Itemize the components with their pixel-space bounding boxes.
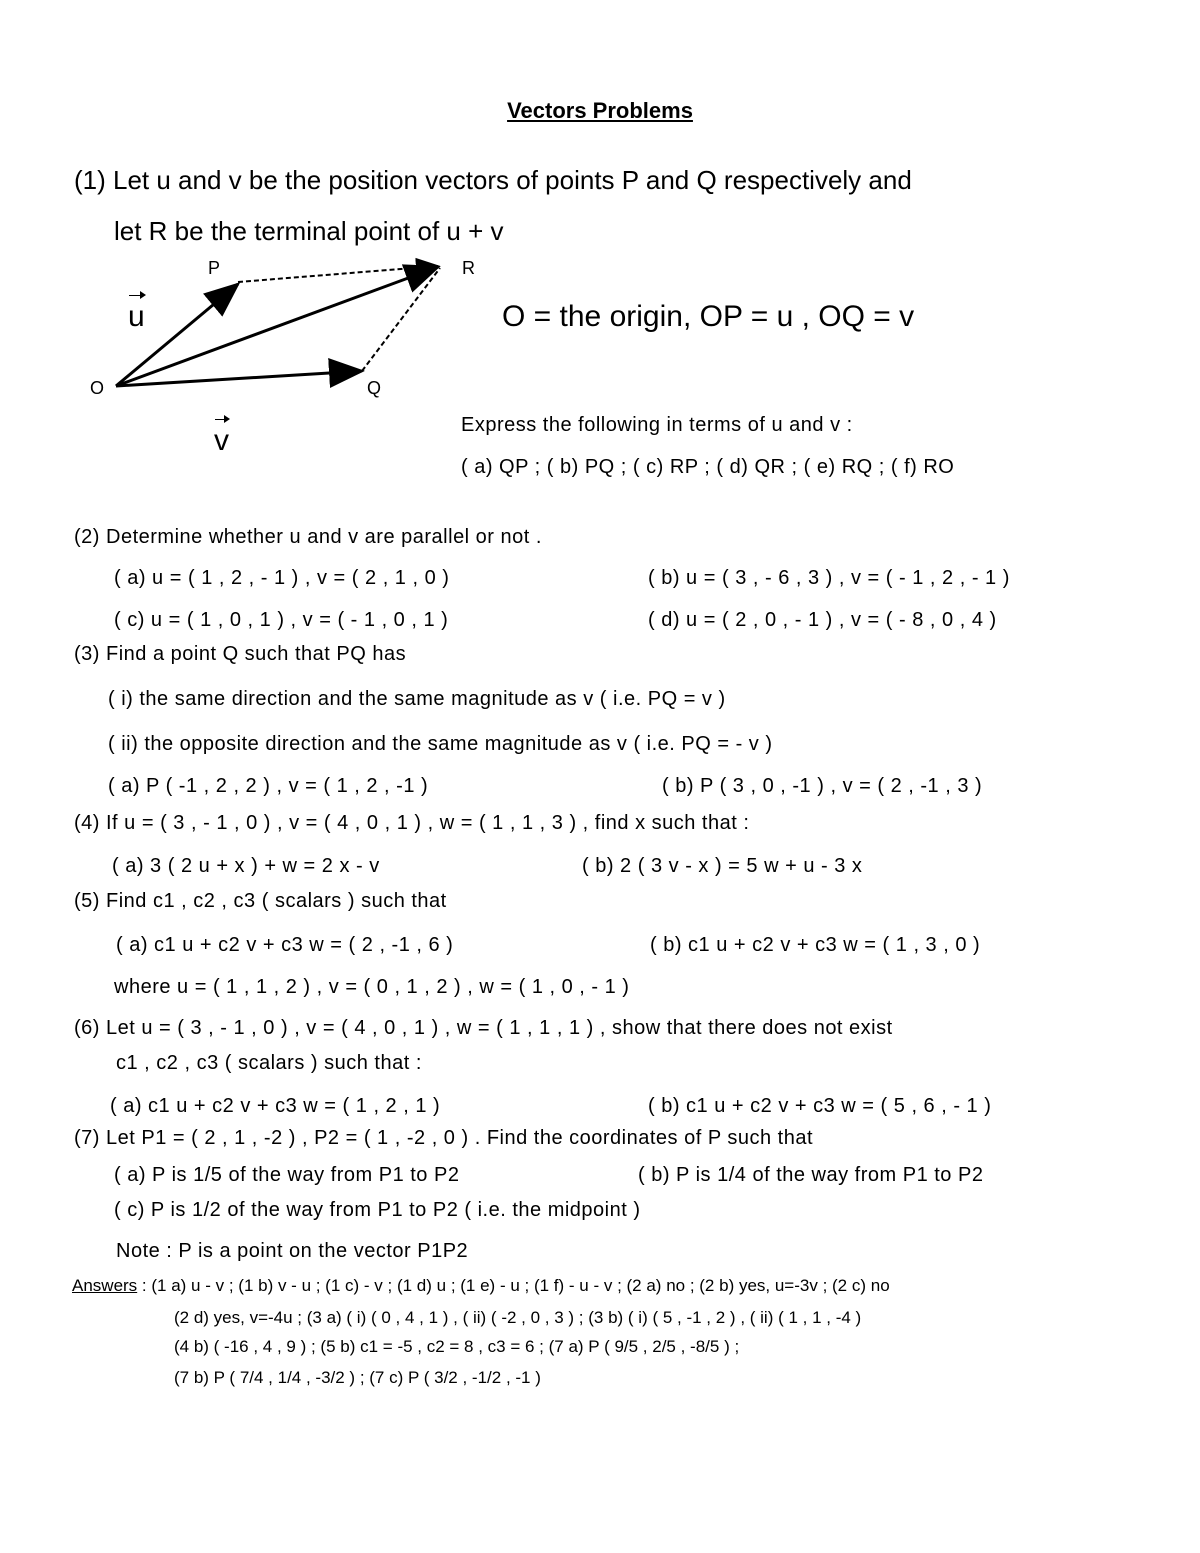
answers-l1-text: : (1 a) u - v ; (1 b) v - u ; (1 c) - v ; (1 d) u ; (1 e) - u ; (1 f) - u - v ; (2 a) no ; (2 b) yes, u=-3v ; (2 c) no: [141, 1276, 890, 1295]
problem-2c: ( c) u = ( 1 , 0 , 1 ) , v = ( - 1 , 0 , 1 ): [114, 609, 449, 631]
point-q-label: Q: [367, 378, 382, 398]
problem-5a: ( a) c1 u + c2 v + c3 w = ( 2 , -1 , 6 ): [116, 934, 454, 956]
problem-3a: ( a) P ( -1 , 2 , 2 ) , v = ( 1 , 2 , -1 ): [108, 775, 429, 797]
problem-4b: ( b) 2 ( 3 v - x ) = 5 w + u - 3 x: [582, 855, 863, 877]
problem-2-head: (2) Determine whether u and v are parallel or not .: [74, 526, 542, 548]
point-r-label: R: [462, 258, 475, 278]
problem-6-line-2: c1 , c2 , c3 ( scalars ) such that :: [116, 1052, 422, 1074]
problem-4-head: (4) If u = ( 3 , - 1 , 0 ) , v = ( 4 , 0 , 1 ) , w = ( 1 , 1 , 3 ) , find x such that :: [74, 812, 750, 834]
problem-7c: ( c) P is 1/2 of the way from P1 to P2 ( i.e. the midpoint ): [114, 1199, 641, 1221]
problem-3-i: ( i) the same direction and the same magnitude as v ( i.e. PQ = v ): [108, 688, 726, 710]
problem-3b: ( b) P ( 3 , 0 , -1 ) , v = ( 2 , -1 , 3 ): [662, 775, 983, 797]
problem-7-head: (7) Let P1 = ( 2 , 1 , -2 ) , P2 = ( 1 , -2 , 0 ) . Find the coordinates of P such that: [74, 1127, 814, 1149]
answers-line-1: [72, 1276, 890, 1296]
problem-7b: ( b) P is 1/4 of the way from P1 to P2: [638, 1164, 984, 1186]
problem-5-head: (5) Find c1 , c2 , c3 ( scalars ) such that: [74, 890, 447, 912]
problem-1-line-1: (1) Let u and v be the position vectors of points P and Q respectively and: [74, 165, 912, 195]
answers-label: Answers: [72, 1276, 138, 1295]
answers-line-4: (7 b) P ( 7/4 , 1/4 , -3/2 ) ; (7 c) P ( 3/2 , -1/2 , -1 ): [174, 1368, 541, 1387]
problem-2b: ( b) u = ( 3 , - 6 , 3 ) , v = ( - 1 , 2 , - 1 ): [648, 567, 1010, 589]
vector-sum-arrow: [116, 267, 438, 386]
answers-line-3: (4 b) ( -16 , 4 , 9 ) ; (5 b) c1 = -5 , c2 = 8 , c3 = 6 ; (7 a) P ( 9/5 , 2/5 , -8/5 ) ;: [174, 1337, 740, 1356]
problem-5b: ( b) c1 u + c2 v + c3 w = ( 1 , 3 , 0 ): [650, 934, 981, 956]
dashed-qr: [362, 268, 440, 371]
problem-2a: ( a) u = ( 1 , 2 , - 1 ) , v = ( 2 , 1 , 0 ): [114, 567, 450, 589]
problem-6a: ( a) c1 u + c2 v + c3 w = ( 1 , 2 , 1 ): [110, 1095, 441, 1117]
point-o-label: O: [90, 378, 105, 398]
problem-2d: ( d) u = ( 2 , 0 , - 1 ) , v = ( - 8 , 0 , 4 ): [648, 609, 997, 631]
express-line-1: Express the following in terms of u and v :: [461, 414, 853, 436]
problem-5-where: where u = ( 1 , 1 , 2 ) , v = ( 0 , 1 , 2 ) , w = ( 1 , 0 , - 1 ): [114, 976, 630, 998]
express-line-2: ( a) QP ; ( b) PQ ; ( c) RP ; ( d) QR ; ( e) RQ ; ( f) RO: [461, 456, 955, 478]
vector-u-label: u: [128, 300, 145, 333]
origin-equation: O = the origin, OP = u , OQ = v: [502, 300, 915, 333]
problem-7-note: Note : P is a point on the vector P1P2: [116, 1240, 469, 1262]
problem-1-line-2: let R be the terminal point of u + v: [114, 216, 504, 246]
problem-3-head: (3) Find a point Q such that PQ has: [74, 643, 407, 665]
problem-3-ii: ( ii) the opposite direction and the same magnitude as v ( i.e. PQ = - v ): [108, 733, 773, 755]
answers-line-2: (2 d) yes, v=-4u ; (3 a) ( i) ( 0 , 4 , 1 ) , ( ii) ( -2 , 0 , 3 ) ; (3 b) ( i) ( 5 , -1 , 2 ) , ( ii) ( 1 , 1 , -4 ): [174, 1308, 862, 1327]
problem-4a: ( a) 3 ( 2 u + x ) + w = 2 x - v: [112, 855, 380, 877]
page-title: Vectors Problems: [507, 98, 693, 123]
vector-v-label: v: [214, 424, 229, 457]
point-p-label: P: [208, 258, 221, 278]
problem-7a: ( a) P is 1/5 of the way from P1 to P2: [114, 1164, 460, 1186]
problem-6b: ( b) c1 u + c2 v + c3 w = ( 5 , 6 , - 1 ): [648, 1095, 992, 1117]
problem-6-head: (6) Let u = ( 3 , - 1 , 0 ) , v = ( 4 , 0 , 1 ) , w = ( 1 , 1 , 1 ) , show that there does not exist: [74, 1017, 893, 1039]
